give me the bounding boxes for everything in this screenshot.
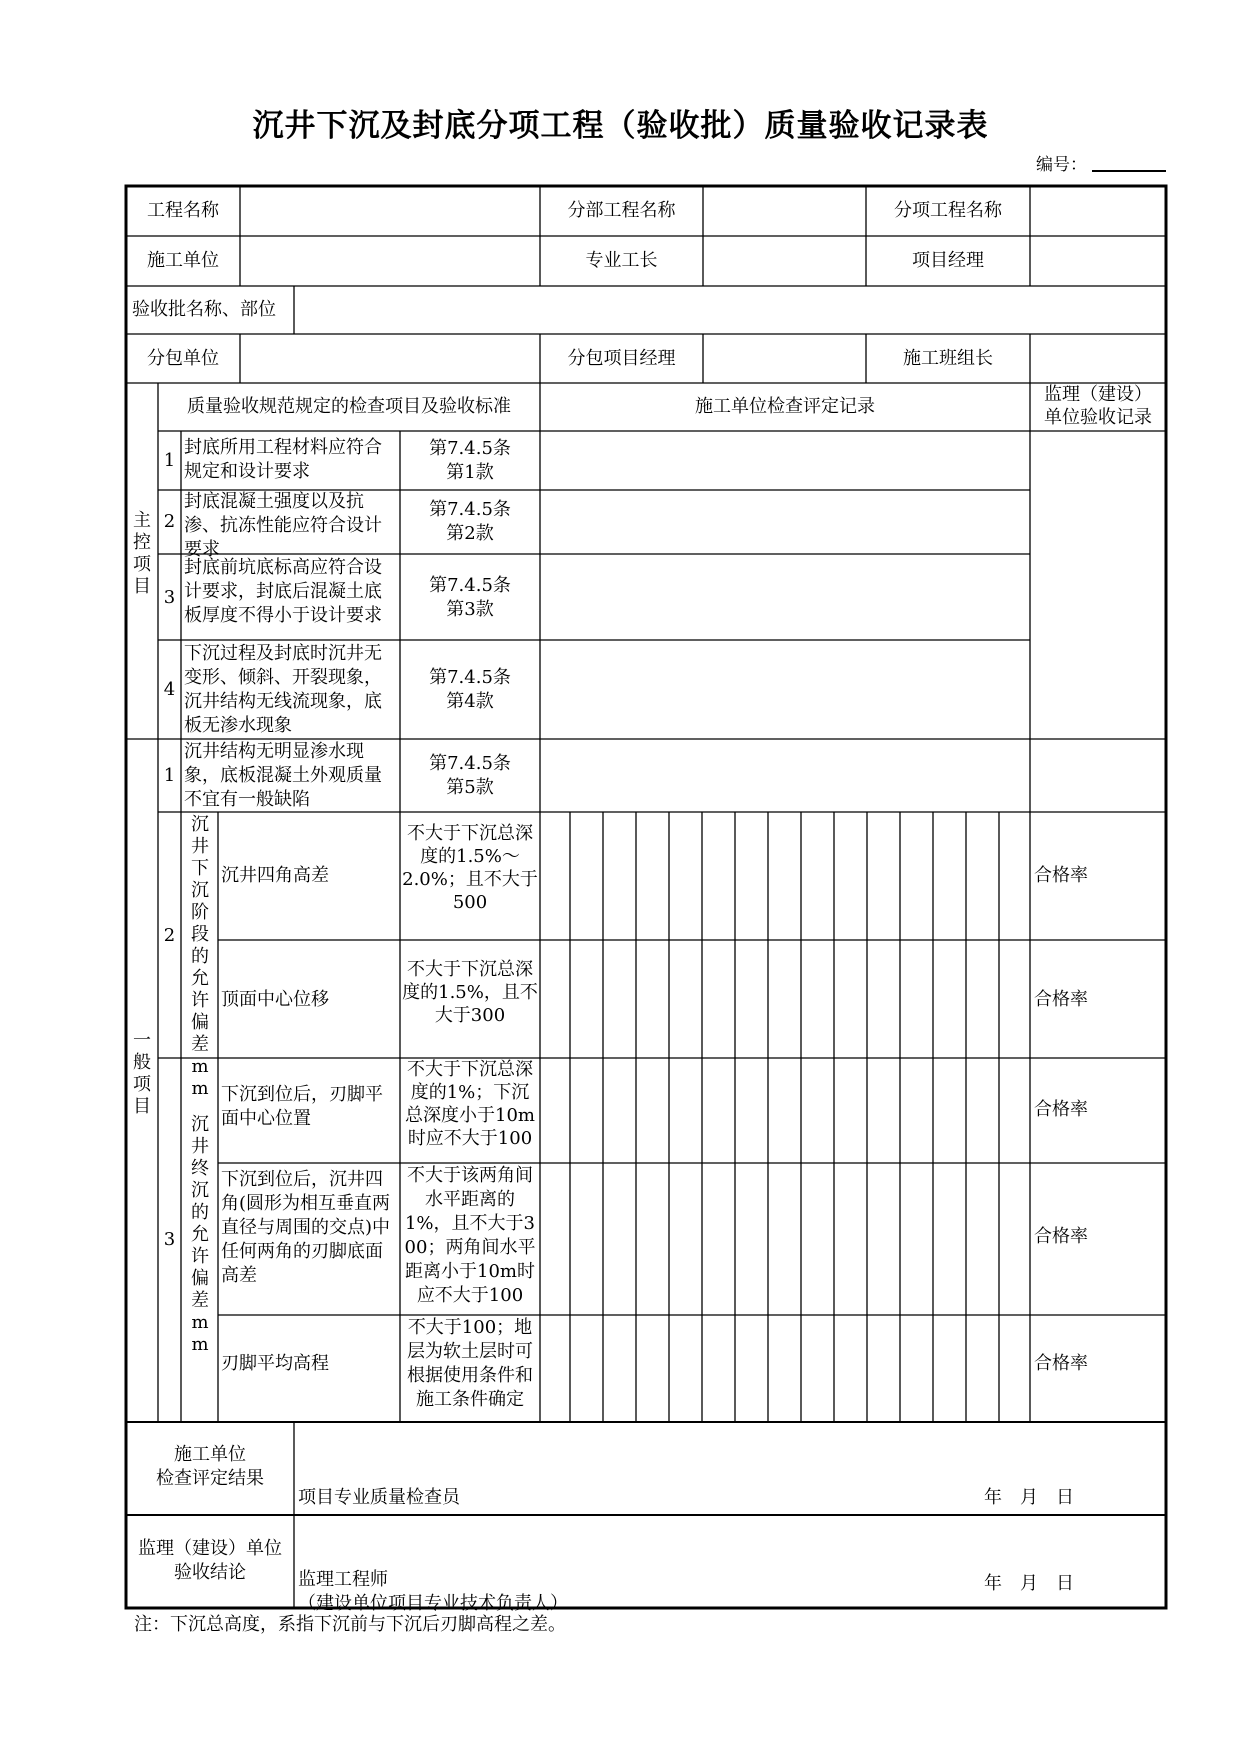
- main-item-clause-sub: 第1款: [446, 462, 494, 483]
- project-manager-label: 项目经理: [912, 250, 984, 271]
- general-item-clause: 第7.4.5条: [429, 753, 511, 774]
- conclusion-date: 年 月 日: [984, 1573, 1074, 1594]
- project-name-field[interactable]: [244, 190, 536, 232]
- general-item-text: 沉井结构无明显渗水现象，底板混凝土外观质量不宜有一般缺陷: [184, 741, 382, 810]
- main-item-text: 封底前坑底标高应符合设计要求，封底后混凝土底板厚度不得小于设计要求: [184, 557, 382, 626]
- subcontract-unit-label: 分包单位: [147, 348, 219, 369]
- result-label-sub: 检查评定结果: [156, 1468, 264, 1489]
- subcontract-manager-field[interactable]: [707, 338, 862, 379]
- pass-rate-label: 合格率: [1034, 1099, 1088, 1120]
- final-deviation-group-label: 沉井终沉的允许偏差mm: [191, 1114, 209, 1355]
- deviation-item-name: 下沉到位后，沉井四角(圆形为相互垂直两直径与周围的交点)中任何两角的刃脚底面高差: [221, 1169, 391, 1286]
- deviation-item-name: 刃脚平均高程: [221, 1353, 329, 1374]
- supervision-column-header-2: 单位验收记录: [1044, 407, 1152, 428]
- pass-rate-label: 合格率: [1034, 1226, 1088, 1247]
- main-item-clause: 第7.4.5条: [429, 575, 511, 596]
- code-label: 编号：: [1036, 155, 1087, 175]
- result-label: 施工单位: [174, 1444, 246, 1465]
- main-control-supervision-field[interactable]: [1034, 435, 1162, 735]
- main-item-no: 2: [163, 511, 176, 532]
- pass-rate-label: 合格率: [1034, 1353, 1088, 1374]
- footnote: 注：下沉总高度，系指下沉前与下沉后刃脚高程之差。: [134, 1614, 566, 1635]
- deviation-group-label: 沉井下沉阶段的允许偏差mm: [191, 814, 209, 1099]
- record-column-header: 施工单位检查评定记录: [695, 396, 875, 417]
- pass-rate-label: 合格率: [1034, 865, 1088, 886]
- construction-unit-label: 施工单位: [147, 250, 219, 271]
- batch-label: 验收批名称、部位: [132, 299, 276, 320]
- conclusion-label: 监理（建设）单位: [138, 1538, 282, 1559]
- subcontract-manager-label: 分包项目经理: [567, 348, 676, 369]
- sub-project-name-field[interactable]: [707, 190, 862, 232]
- quality-inspector-label: 项目专业质量检查员: [298, 1487, 460, 1508]
- deviation-item-limit: 不大于100；地层为软土层时可根据使用条件和施工条件确定: [407, 1317, 533, 1410]
- general-item-no: 3: [163, 1229, 176, 1250]
- team-leader-field[interactable]: [1034, 338, 1162, 379]
- standard-column-header: 质量验收规范规定的检查项目及验收标准: [187, 396, 511, 417]
- main-item-text: 封底混凝土强度以及抗渗、抗冻性能应符合设计要求: [184, 491, 382, 560]
- supervision-engineer-label: 监理工程师: [298, 1569, 388, 1590]
- deviation-item-name: 下沉到位后，刃脚平面中心位置: [221, 1084, 383, 1129]
- engineer-note-label: （建设单位项目专业技术负责人）: [298, 1593, 568, 1614]
- main-item-text: 下沉过程及封底时沉井无变形、倾斜、开裂现象，沉井结构无线流现象，底板无渗水现象: [184, 643, 382, 736]
- main-item-record-field[interactable]: [544, 644, 1026, 735]
- team-leader-label: 施工班组长: [903, 348, 993, 369]
- main-item-text: 封底所用工程材料应符合规定和设计要求: [184, 437, 382, 482]
- deviation-item-limit: 不大于下沉总深度的1.5%～2.0%；且不大于500: [402, 823, 538, 913]
- project-name-label: 工程名称: [147, 200, 219, 221]
- main-item-clause-sub: 第4款: [446, 691, 494, 712]
- main-item-clause-sub: 第3款: [446, 599, 494, 620]
- general-item-clause-sub: 第5款: [446, 777, 494, 798]
- item-project-name-field[interactable]: [1034, 190, 1162, 232]
- main-control-label: 主控项目: [133, 510, 151, 597]
- result-field[interactable]: [298, 1427, 1162, 1482]
- main-item-record-field[interactable]: [544, 494, 1026, 550]
- result-date: 年 月 日: [984, 1487, 1074, 1508]
- conclusion-field[interactable]: [298, 1520, 1162, 1565]
- general-item-record-field[interactable]: [544, 743, 1026, 808]
- main-item-record-field[interactable]: [544, 558, 1026, 636]
- deviation-item-limit: 不大于下沉总深度的1.5%，且不大于300: [402, 959, 538, 1026]
- deviation-item-limit: 不大于下沉总深度的1%；下沉总深度小于10m时应不大于100: [405, 1059, 535, 1149]
- main-item-record-field[interactable]: [544, 435, 1026, 486]
- main-item-no: 1: [163, 450, 176, 471]
- main-item-clause: 第7.4.5条: [429, 667, 511, 688]
- main-item-clause-sub: 第2款: [446, 523, 494, 544]
- main-item-no: 4: [163, 679, 176, 700]
- main-item-clause: 第7.4.5条: [429, 499, 511, 520]
- general-item-supervision-field[interactable]: [1034, 743, 1162, 808]
- general-item-no: 2: [163, 925, 176, 946]
- item-project-name-label: 分项工程名称: [894, 200, 1002, 221]
- general-item-no: 1: [163, 765, 176, 786]
- main-item-no: 3: [163, 587, 176, 608]
- pass-rate-label: 合格率: [1034, 989, 1088, 1010]
- construction-unit-field[interactable]: [244, 240, 536, 282]
- conclusion-label-sub: 验收结论: [174, 1562, 246, 1583]
- deviation-item-limit: 不大于该两角间水平距离的1%，且不大于300；两角间水平距离小于10m时应不大于100: [404, 1165, 536, 1306]
- supervision-column-header-1: 监理（建设）: [1044, 384, 1152, 405]
- page-title: 沉井下沉及封底分项工程（验收批）质量验收记录表: [252, 108, 989, 144]
- project-manager-field[interactable]: [1034, 240, 1162, 282]
- main-item-clause: 第7.4.5条: [429, 438, 511, 459]
- deviation-item-name: 沉井四角高差: [221, 865, 329, 886]
- general-label: 一般项目: [133, 1030, 151, 1117]
- foreman-field[interactable]: [707, 240, 862, 282]
- sub-project-name-label: 分部工程名称: [567, 200, 676, 221]
- batch-field[interactable]: [298, 290, 1162, 330]
- foreman-label: 专业工长: [585, 250, 658, 271]
- subcontract-unit-field[interactable]: [244, 338, 536, 379]
- deviation-item-name: 顶面中心位移: [221, 989, 329, 1010]
